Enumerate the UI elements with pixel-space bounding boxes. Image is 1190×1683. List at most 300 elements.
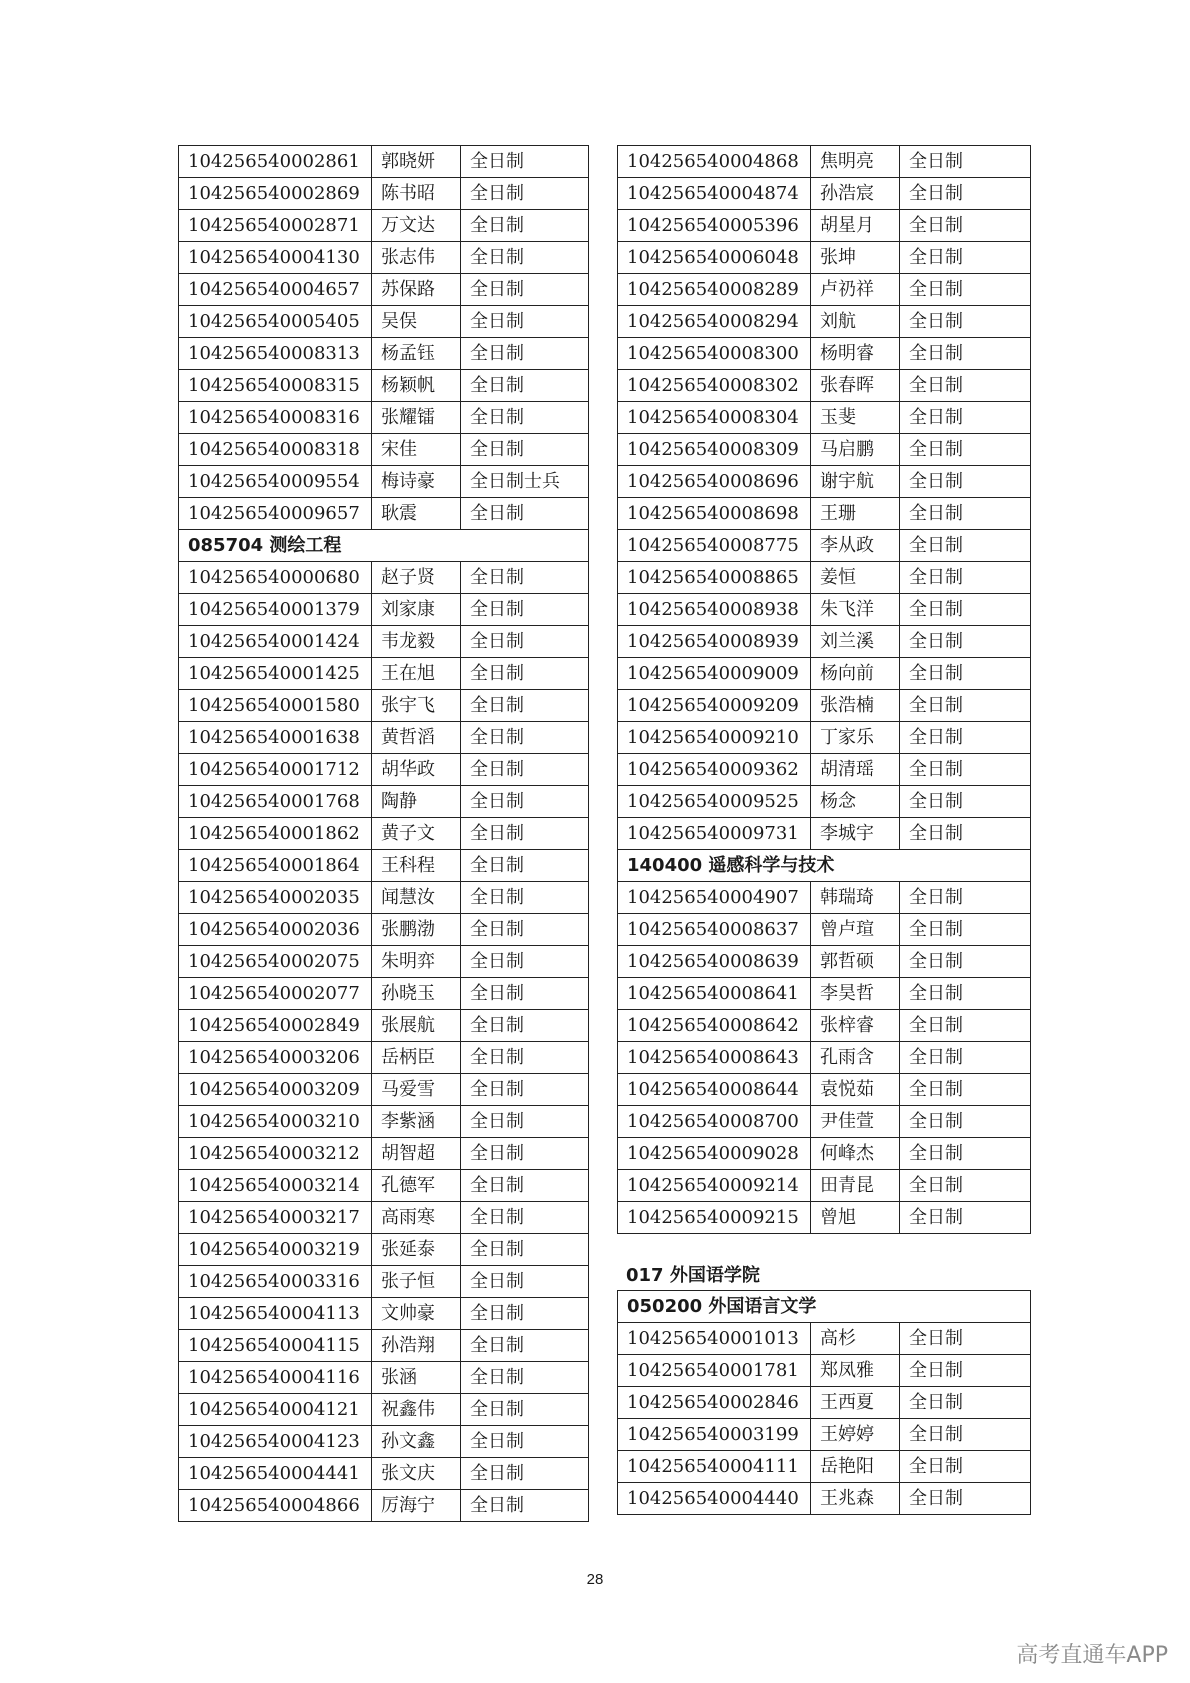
exam-id-cell: 104256540004657	[179, 274, 372, 306]
study-mode-cell: 全日制	[900, 562, 1031, 594]
student-name-cell: 胡清瑶	[811, 754, 900, 786]
table-row	[179, 1394, 589, 1426]
exam-id-cell: 104256540009731	[618, 818, 811, 850]
student-name-cell: 王兆森	[811, 1483, 900, 1515]
study-mode-cell: 全日制	[900, 786, 1031, 818]
exam-id-cell: 104256540004874	[618, 178, 811, 210]
table-row	[618, 274, 1031, 306]
student-name-cell: 郭哲硕	[811, 946, 900, 978]
exam-id-cell: 104256540008696	[618, 466, 811, 498]
table-row	[618, 242, 1031, 274]
table-row	[179, 1010, 589, 1042]
exam-id-cell: 104256540008700	[618, 1106, 811, 1138]
exam-id-cell: 104256540008865	[618, 562, 811, 594]
table-row	[618, 498, 1031, 530]
table-row	[618, 946, 1031, 978]
student-name-cell: 祝鑫伟	[372, 1394, 461, 1426]
study-mode-cell: 全日制	[900, 690, 1031, 722]
study-mode-cell: 全日制	[900, 658, 1031, 690]
student-name-cell: 焦明亮	[811, 146, 900, 178]
student-name-cell: 王婷婷	[811, 1419, 900, 1451]
student-name-cell: 张展航	[372, 1010, 461, 1042]
exam-id-cell: 104256540004115	[179, 1330, 372, 1362]
table-row	[618, 306, 1031, 338]
exam-id-cell: 104256540003219	[179, 1234, 372, 1266]
study-mode-cell: 全日制	[900, 370, 1031, 402]
study-mode-cell: 全日制	[461, 1426, 589, 1458]
table-row	[618, 1323, 1031, 1355]
exam-id-cell: 104256540009657	[179, 498, 372, 530]
table-row	[618, 1483, 1031, 1515]
exam-id-cell: 104256540000680	[179, 562, 372, 594]
study-mode-cell: 全日制	[461, 882, 589, 914]
study-mode-cell: 全日制	[900, 146, 1031, 178]
student-name-cell: 韩瑞琦	[811, 882, 900, 914]
student-name-cell: 杨明睿	[811, 338, 900, 370]
table-row	[179, 882, 589, 914]
exam-id-cell: 104256540002861	[179, 146, 372, 178]
study-mode-cell: 全日制	[461, 978, 589, 1010]
student-name-cell: 张梓睿	[811, 1010, 900, 1042]
student-name-cell: 朱明弈	[372, 946, 461, 978]
exam-id-cell: 104256540003217	[179, 1202, 372, 1234]
table-row	[179, 946, 589, 978]
study-mode-cell: 全日制	[900, 274, 1031, 306]
study-mode-cell: 全日制	[900, 1419, 1031, 1451]
table-row	[618, 818, 1031, 850]
student-name-cell: 王在旭	[372, 658, 461, 690]
exam-id-cell: 104256540004113	[179, 1298, 372, 1330]
table-row	[179, 306, 589, 338]
study-mode-cell: 全日制	[461, 1298, 589, 1330]
student-name-cell: 文帅豪	[372, 1298, 461, 1330]
study-mode-cell: 全日制	[461, 306, 589, 338]
student-name-cell: 胡华政	[372, 754, 461, 786]
exam-id-cell: 104256540008642	[618, 1010, 811, 1042]
table-row	[618, 754, 1031, 786]
table-row	[618, 914, 1031, 946]
exam-id-cell: 104256540001638	[179, 722, 372, 754]
table-row	[618, 370, 1031, 402]
table-row	[179, 1426, 589, 1458]
exam-id-cell: 104256540008639	[618, 946, 811, 978]
exam-id-cell: 104256540002869	[179, 178, 372, 210]
table-row	[618, 978, 1031, 1010]
student-name-cell: 玉斐	[811, 402, 900, 434]
table-row	[618, 786, 1031, 818]
student-name-cell: 王珊	[811, 498, 900, 530]
table-row	[618, 1451, 1031, 1483]
student-name-cell: 张坤	[811, 242, 900, 274]
table-row	[618, 626, 1031, 658]
study-mode-cell: 全日制	[461, 1490, 589, 1522]
table-row	[179, 626, 589, 658]
student-name-cell: 高杉	[811, 1323, 900, 1355]
table-row	[618, 402, 1031, 434]
table-row	[618, 1419, 1031, 1451]
study-mode-cell: 全日制	[900, 1451, 1031, 1483]
study-mode-cell: 全日制	[461, 946, 589, 978]
exam-id-cell: 104256540009554	[179, 466, 372, 498]
study-mode-cell: 全日制	[461, 370, 589, 402]
exam-id-cell: 104256540008300	[618, 338, 811, 370]
major-header: 050200 外国语言文学	[618, 1291, 1031, 1323]
student-name-cell: 郭晓妍	[372, 146, 461, 178]
table-row	[618, 434, 1031, 466]
student-name-cell: 厉海宁	[372, 1490, 461, 1522]
study-mode-cell: 全日制	[461, 1362, 589, 1394]
student-name-cell: 胡智超	[372, 1138, 461, 1170]
table-row	[618, 1202, 1031, 1234]
study-mode-cell: 全日制	[900, 338, 1031, 370]
table-row	[179, 1330, 589, 1362]
roster-table-right	[617, 145, 1031, 1234]
exam-id-cell: 104256540009214	[618, 1170, 811, 1202]
study-mode-cell: 全日制	[461, 690, 589, 722]
exam-id-cell: 104256540008294	[618, 306, 811, 338]
table-row	[179, 658, 589, 690]
exam-id-cell: 104256540009009	[618, 658, 811, 690]
study-mode-cell: 全日制	[461, 626, 589, 658]
student-name-cell: 张耀镭	[372, 402, 461, 434]
exam-id-cell: 104256540008316	[179, 402, 372, 434]
study-mode-cell: 全日制	[900, 594, 1031, 626]
table-row	[179, 754, 589, 786]
student-name-cell: 谢宇航	[811, 466, 900, 498]
study-mode-cell: 全日制	[900, 818, 1031, 850]
student-name-cell: 孙晓玉	[372, 978, 461, 1010]
study-mode-cell: 全日制	[461, 850, 589, 882]
study-mode-cell: 全日制	[461, 146, 589, 178]
student-name-cell: 张文庆	[372, 1458, 461, 1490]
student-name-cell: 张春晖	[811, 370, 900, 402]
study-mode-cell: 全日制	[900, 1483, 1031, 1515]
study-mode-cell: 全日制	[900, 1170, 1031, 1202]
table-row	[618, 146, 1031, 178]
student-name-cell: 曾卢瑄	[811, 914, 900, 946]
exam-id-cell: 104256540002035	[179, 882, 372, 914]
exam-id-cell: 104256540009210	[618, 722, 811, 754]
table-row	[179, 498, 589, 530]
exam-id-cell: 104256540004111	[618, 1451, 811, 1483]
study-mode-cell: 全日制	[900, 1074, 1031, 1106]
table-row	[179, 242, 589, 274]
exam-id-cell: 104256540008644	[618, 1074, 811, 1106]
study-mode-cell: 全日制	[900, 402, 1031, 434]
student-name-cell: 尹佳萱	[811, 1106, 900, 1138]
student-name-cell: 杨颖帆	[372, 370, 461, 402]
major-header: 140400 遥感科学与技术	[618, 850, 1031, 882]
student-name-cell: 陈书昭	[372, 178, 461, 210]
roster-table-left	[178, 145, 589, 1522]
exam-id-cell: 104256540002075	[179, 946, 372, 978]
study-mode-cell: 全日制	[461, 498, 589, 530]
table-row	[179, 210, 589, 242]
student-name-cell: 李从政	[811, 530, 900, 562]
study-mode-cell: 全日制	[461, 210, 589, 242]
study-mode-cell: 全日制	[900, 1138, 1031, 1170]
major-header-row	[618, 850, 1031, 882]
table-row	[179, 1202, 589, 1234]
student-name-cell: 万文达	[372, 210, 461, 242]
study-mode-cell: 全日制	[900, 434, 1031, 466]
exam-id-cell: 104256540004866	[179, 1490, 372, 1522]
study-mode-cell: 全日制	[900, 1010, 1031, 1042]
table-row	[179, 1170, 589, 1202]
exam-id-cell: 104256540008775	[618, 530, 811, 562]
exam-id-cell: 104256540001712	[179, 754, 372, 786]
table-row	[618, 178, 1031, 210]
exam-id-cell: 104256540004440	[618, 1483, 811, 1515]
study-mode-cell: 全日制	[900, 530, 1031, 562]
exam-id-cell: 104256540008637	[618, 914, 811, 946]
study-mode-cell: 全日制	[461, 818, 589, 850]
exam-id-cell: 104256540001864	[179, 850, 372, 882]
table-row	[618, 210, 1031, 242]
exam-id-cell: 104256540003210	[179, 1106, 372, 1138]
student-name-cell: 宋佳	[372, 434, 461, 466]
table-row	[179, 1042, 589, 1074]
exam-id-cell: 104256540004130	[179, 242, 372, 274]
student-name-cell: 苏保路	[372, 274, 461, 306]
student-name-cell: 岳艳阳	[811, 1451, 900, 1483]
table-row	[618, 1355, 1031, 1387]
major-header-row	[618, 1291, 1031, 1323]
exam-id-cell: 104256540001580	[179, 690, 372, 722]
table-row	[179, 594, 589, 626]
exam-id-cell: 104256540008289	[618, 274, 811, 306]
student-name-cell: 马启鹏	[811, 434, 900, 466]
study-mode-cell: 全日制	[900, 242, 1031, 274]
student-name-cell: 张子恒	[372, 1266, 461, 1298]
study-mode-cell: 全日制	[461, 562, 589, 594]
table-row	[179, 1362, 589, 1394]
study-mode-cell: 全日制	[900, 1202, 1031, 1234]
exam-id-cell: 104256540001768	[179, 786, 372, 818]
study-mode-cell: 全日制	[461, 1458, 589, 1490]
study-mode-cell: 全日制	[900, 626, 1031, 658]
student-name-cell: 郑凤雅	[811, 1355, 900, 1387]
study-mode-cell: 全日制	[461, 914, 589, 946]
study-mode-cell: 全日制	[461, 1106, 589, 1138]
study-mode-cell: 全日制	[461, 1074, 589, 1106]
study-mode-cell: 全日制	[461, 1330, 589, 1362]
exam-id-cell: 104256540002077	[179, 978, 372, 1010]
study-mode-cell: 全日制	[900, 306, 1031, 338]
table-row	[618, 466, 1031, 498]
table-row	[179, 1458, 589, 1490]
table-row	[618, 1106, 1031, 1138]
study-mode-cell: 全日制	[461, 594, 589, 626]
table-row	[179, 1106, 589, 1138]
study-mode-cell: 全日制	[900, 946, 1031, 978]
study-mode-cell: 全日制	[461, 274, 589, 306]
student-name-cell: 田青昆	[811, 1170, 900, 1202]
student-name-cell: 朱飞洋	[811, 594, 900, 626]
table-row	[179, 338, 589, 370]
exam-id-cell: 104256540004907	[618, 882, 811, 914]
student-name-cell: 杨向前	[811, 658, 900, 690]
table-row	[179, 466, 589, 498]
student-name-cell: 高雨寒	[372, 1202, 461, 1234]
exam-id-cell: 104256540005396	[618, 210, 811, 242]
table-row	[618, 1170, 1031, 1202]
study-mode-cell: 全日制	[461, 1010, 589, 1042]
student-name-cell: 耿震	[372, 498, 461, 530]
exam-id-cell: 104256540008313	[179, 338, 372, 370]
table-row	[179, 1074, 589, 1106]
table-row	[618, 562, 1031, 594]
study-mode-cell: 全日制	[900, 1106, 1031, 1138]
exam-id-cell: 104256540001781	[618, 1355, 811, 1387]
student-name-cell: 孔德军	[372, 1170, 461, 1202]
exam-id-cell: 104256540008309	[618, 434, 811, 466]
study-mode-cell: 全日制	[900, 1355, 1031, 1387]
right-column	[617, 145, 1031, 1515]
exam-id-cell: 104256540003206	[179, 1042, 372, 1074]
study-mode-cell: 全日制	[461, 242, 589, 274]
student-name-cell: 曾旭	[811, 1202, 900, 1234]
study-mode-cell: 全日制	[461, 402, 589, 434]
exam-id-cell: 104256540008318	[179, 434, 372, 466]
table-row	[179, 562, 589, 594]
exam-id-cell: 104256540009525	[618, 786, 811, 818]
study-mode-cell: 全日制	[900, 882, 1031, 914]
student-name-cell: 刘兰溪	[811, 626, 900, 658]
student-name-cell: 孙浩翔	[372, 1330, 461, 1362]
table-row	[618, 690, 1031, 722]
exam-id-cell: 104256540001013	[618, 1323, 811, 1355]
college-title: 017 外国语学院	[626, 1265, 760, 1286]
student-name-cell: 张宇飞	[372, 690, 461, 722]
student-name-cell: 李昊哲	[811, 978, 900, 1010]
exam-id-cell: 104256540009362	[618, 754, 811, 786]
study-mode-cell: 全日制	[461, 722, 589, 754]
table-row	[179, 178, 589, 210]
exam-id-cell: 104256540004121	[179, 1394, 372, 1426]
table-row	[179, 1266, 589, 1298]
table-row	[618, 338, 1031, 370]
student-name-cell: 刘航	[811, 306, 900, 338]
exam-id-cell: 104256540001424	[179, 626, 372, 658]
student-name-cell: 孙浩宸	[811, 178, 900, 210]
student-name-cell: 闻慧汝	[372, 882, 461, 914]
exam-id-cell: 104256540008302	[618, 370, 811, 402]
page-number: 28	[586, 1571, 604, 1588]
study-mode-cell: 全日制	[900, 754, 1031, 786]
exam-id-cell: 104256540009215	[618, 1202, 811, 1234]
study-mode-cell: 全日制	[461, 1138, 589, 1170]
study-mode-cell: 全日制	[900, 722, 1031, 754]
exam-id-cell: 104256540008698	[618, 498, 811, 530]
student-name-cell: 杨孟钰	[372, 338, 461, 370]
table-row	[179, 1138, 589, 1170]
student-name-cell: 何峰杰	[811, 1138, 900, 1170]
study-mode-cell: 全日制	[900, 466, 1031, 498]
table-row	[618, 722, 1031, 754]
table-row	[618, 1387, 1031, 1419]
table-row	[179, 402, 589, 434]
study-mode-cell: 全日制	[461, 658, 589, 690]
student-name-cell: 杨念	[811, 786, 900, 818]
exam-id-cell: 104256540001379	[179, 594, 372, 626]
study-mode-cell: 全日制	[900, 1323, 1031, 1355]
exam-id-cell: 104256540002036	[179, 914, 372, 946]
table-row	[179, 690, 589, 722]
student-name-cell: 姜恒	[811, 562, 900, 594]
student-name-cell: 刘家康	[372, 594, 461, 626]
study-mode-cell: 全日制	[900, 1042, 1031, 1074]
table-row	[618, 1138, 1031, 1170]
exam-id-cell: 104256540008315	[179, 370, 372, 402]
exam-id-cell: 104256540003199	[618, 1419, 811, 1451]
student-name-cell: 韦龙毅	[372, 626, 461, 658]
student-name-cell: 黄子文	[372, 818, 461, 850]
table-row	[179, 914, 589, 946]
exam-id-cell: 104256540001425	[179, 658, 372, 690]
table-row	[179, 1490, 589, 1522]
exam-id-cell: 104256540004123	[179, 1426, 372, 1458]
student-name-cell: 王西夏	[811, 1387, 900, 1419]
student-name-cell: 梅诗豪	[372, 466, 461, 498]
study-mode-cell: 全日制	[461, 1394, 589, 1426]
student-name-cell: 孙文鑫	[372, 1426, 461, 1458]
study-mode-cell: 全日制	[900, 498, 1031, 530]
exam-id-cell: 104256540008641	[618, 978, 811, 1010]
study-mode-cell: 全日制	[461, 434, 589, 466]
student-name-cell: 袁悦茹	[811, 1074, 900, 1106]
table-row	[179, 370, 589, 402]
student-name-cell: 马爱雪	[372, 1074, 461, 1106]
study-mode-cell: 全日制	[461, 1170, 589, 1202]
exam-id-cell: 104256540004441	[179, 1458, 372, 1490]
study-mode-cell: 全日制	[461, 338, 589, 370]
table-row	[618, 1042, 1031, 1074]
exam-id-cell: 104256540002846	[618, 1387, 811, 1419]
study-mode-cell: 全日制	[900, 914, 1031, 946]
exam-id-cell: 104256540009209	[618, 690, 811, 722]
exam-id-cell: 104256540001862	[179, 818, 372, 850]
table-row	[179, 146, 589, 178]
study-mode-cell: 全日制	[461, 1234, 589, 1266]
exam-id-cell: 104256540008938	[618, 594, 811, 626]
exam-id-cell: 104256540008939	[618, 626, 811, 658]
exam-id-cell: 104256540006048	[618, 242, 811, 274]
table-row	[618, 658, 1031, 690]
student-name-cell: 王科程	[372, 850, 461, 882]
exam-id-cell: 104256540009028	[618, 1138, 811, 1170]
exam-id-cell: 104256540003214	[179, 1170, 372, 1202]
study-mode-cell: 全日制	[461, 786, 589, 818]
student-name-cell: 张浩楠	[811, 690, 900, 722]
exam-id-cell: 104256540005405	[179, 306, 372, 338]
exam-id-cell: 104256540003212	[179, 1138, 372, 1170]
study-mode-cell: 全日制	[461, 1042, 589, 1074]
exam-id-cell: 104256540004868	[618, 146, 811, 178]
table-row	[618, 594, 1031, 626]
table-row	[179, 434, 589, 466]
student-name-cell: 胡星月	[811, 210, 900, 242]
table-row	[179, 722, 589, 754]
exam-id-cell: 104256540002849	[179, 1010, 372, 1042]
student-name-cell: 吴俣	[372, 306, 461, 338]
study-mode-cell: 全日制	[461, 1266, 589, 1298]
left-column	[178, 145, 589, 1522]
student-name-cell: 黄哲滔	[372, 722, 461, 754]
student-name-cell: 张延泰	[372, 1234, 461, 1266]
exam-id-cell: 104256540003316	[179, 1266, 372, 1298]
student-name-cell: 岳柄臣	[372, 1042, 461, 1074]
